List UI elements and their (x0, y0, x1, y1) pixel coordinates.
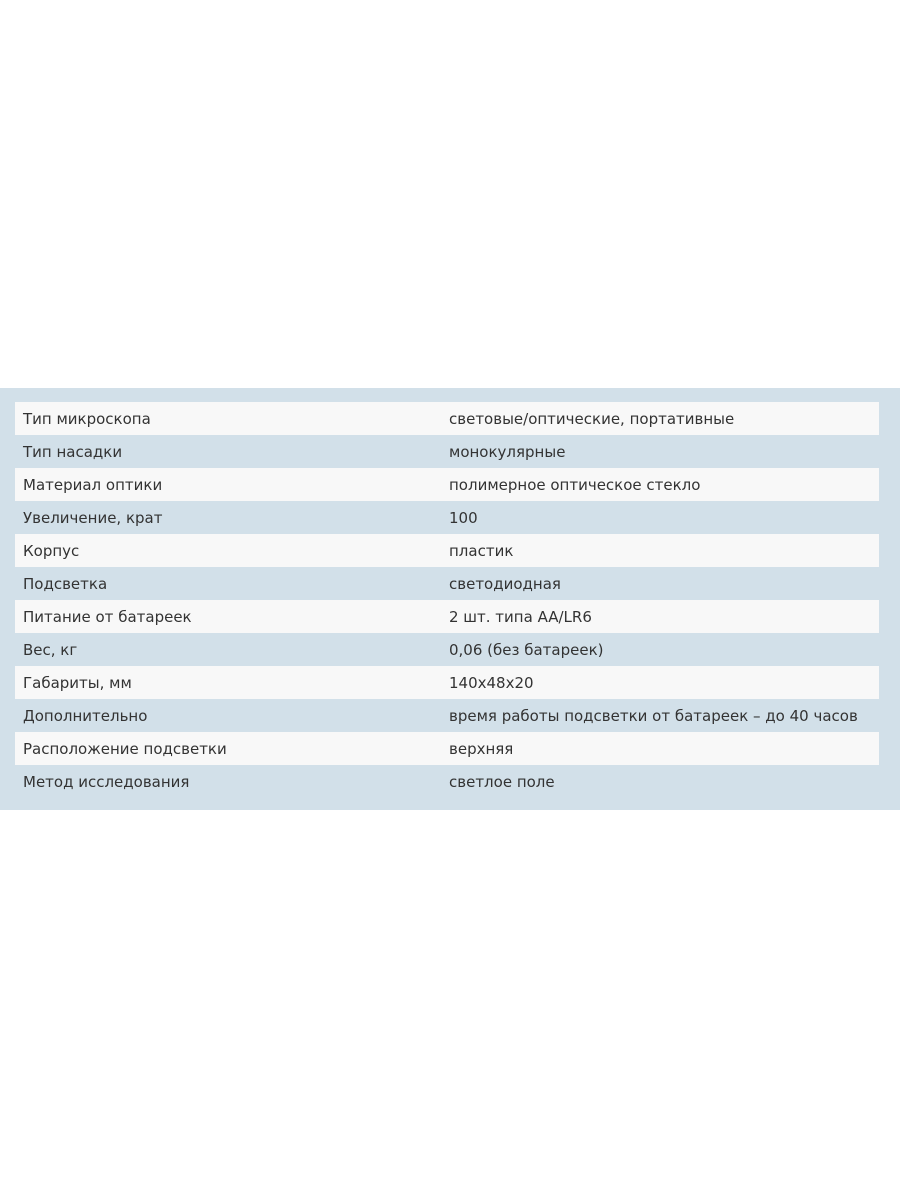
spec-table (15, 402, 879, 798)
spec-value: светлое поле (449, 772, 555, 791)
spec-value: светодиодная (449, 574, 561, 593)
spec-value: пластик (441, 534, 879, 567)
spec-label: Метод исследования (23, 772, 190, 791)
spec-value: 0,06 (без батареек) (449, 640, 604, 659)
spec-row-head-type (15, 435, 879, 468)
spec-label: Тип насадки (23, 442, 123, 461)
spec-row-illumination-position (15, 732, 879, 765)
spec-row-microscope-type (15, 402, 879, 435)
spec-row-dimensions (15, 666, 879, 699)
spec-value: верхняя (441, 732, 879, 765)
spec-label: Вес, кг (23, 640, 78, 659)
spec-value: монокулярные (449, 442, 566, 461)
spec-label: Дополнительно (23, 706, 148, 725)
spec-value: 100 (449, 508, 478, 527)
spec-panel (0, 388, 900, 810)
spec-row-body (15, 534, 879, 567)
spec-label: Габариты, мм (15, 666, 441, 699)
spec-label: Тип микроскопа (15, 402, 441, 435)
spec-label: Корпус (15, 534, 441, 567)
spec-row-weight (15, 633, 879, 666)
spec-value: полимерное оптическое стекло (441, 468, 879, 501)
spec-label: Питание от батареек (15, 600, 441, 633)
spec-row-battery-power (15, 600, 879, 633)
spec-value: световые/оптические, портативные (441, 402, 879, 435)
spec-row-additional (15, 699, 879, 732)
spec-row-magnification (15, 501, 879, 534)
spec-label: Увеличение, крат (23, 508, 163, 527)
spec-label: Расположение подсветки (15, 732, 441, 765)
spec-value: 140х48х20 (441, 666, 879, 699)
spec-value: время работы подсветки от батареек – до 40 часов (449, 706, 858, 725)
spec-label: Подсветка (23, 574, 108, 593)
spec-row-optics-material (15, 468, 879, 501)
spec-label: Материал оптики (15, 468, 441, 501)
spec-row-observation-method (15, 765, 879, 798)
spec-row-illumination (15, 567, 879, 600)
spec-value: 2 шт. типа AA/LR6 (441, 600, 879, 633)
